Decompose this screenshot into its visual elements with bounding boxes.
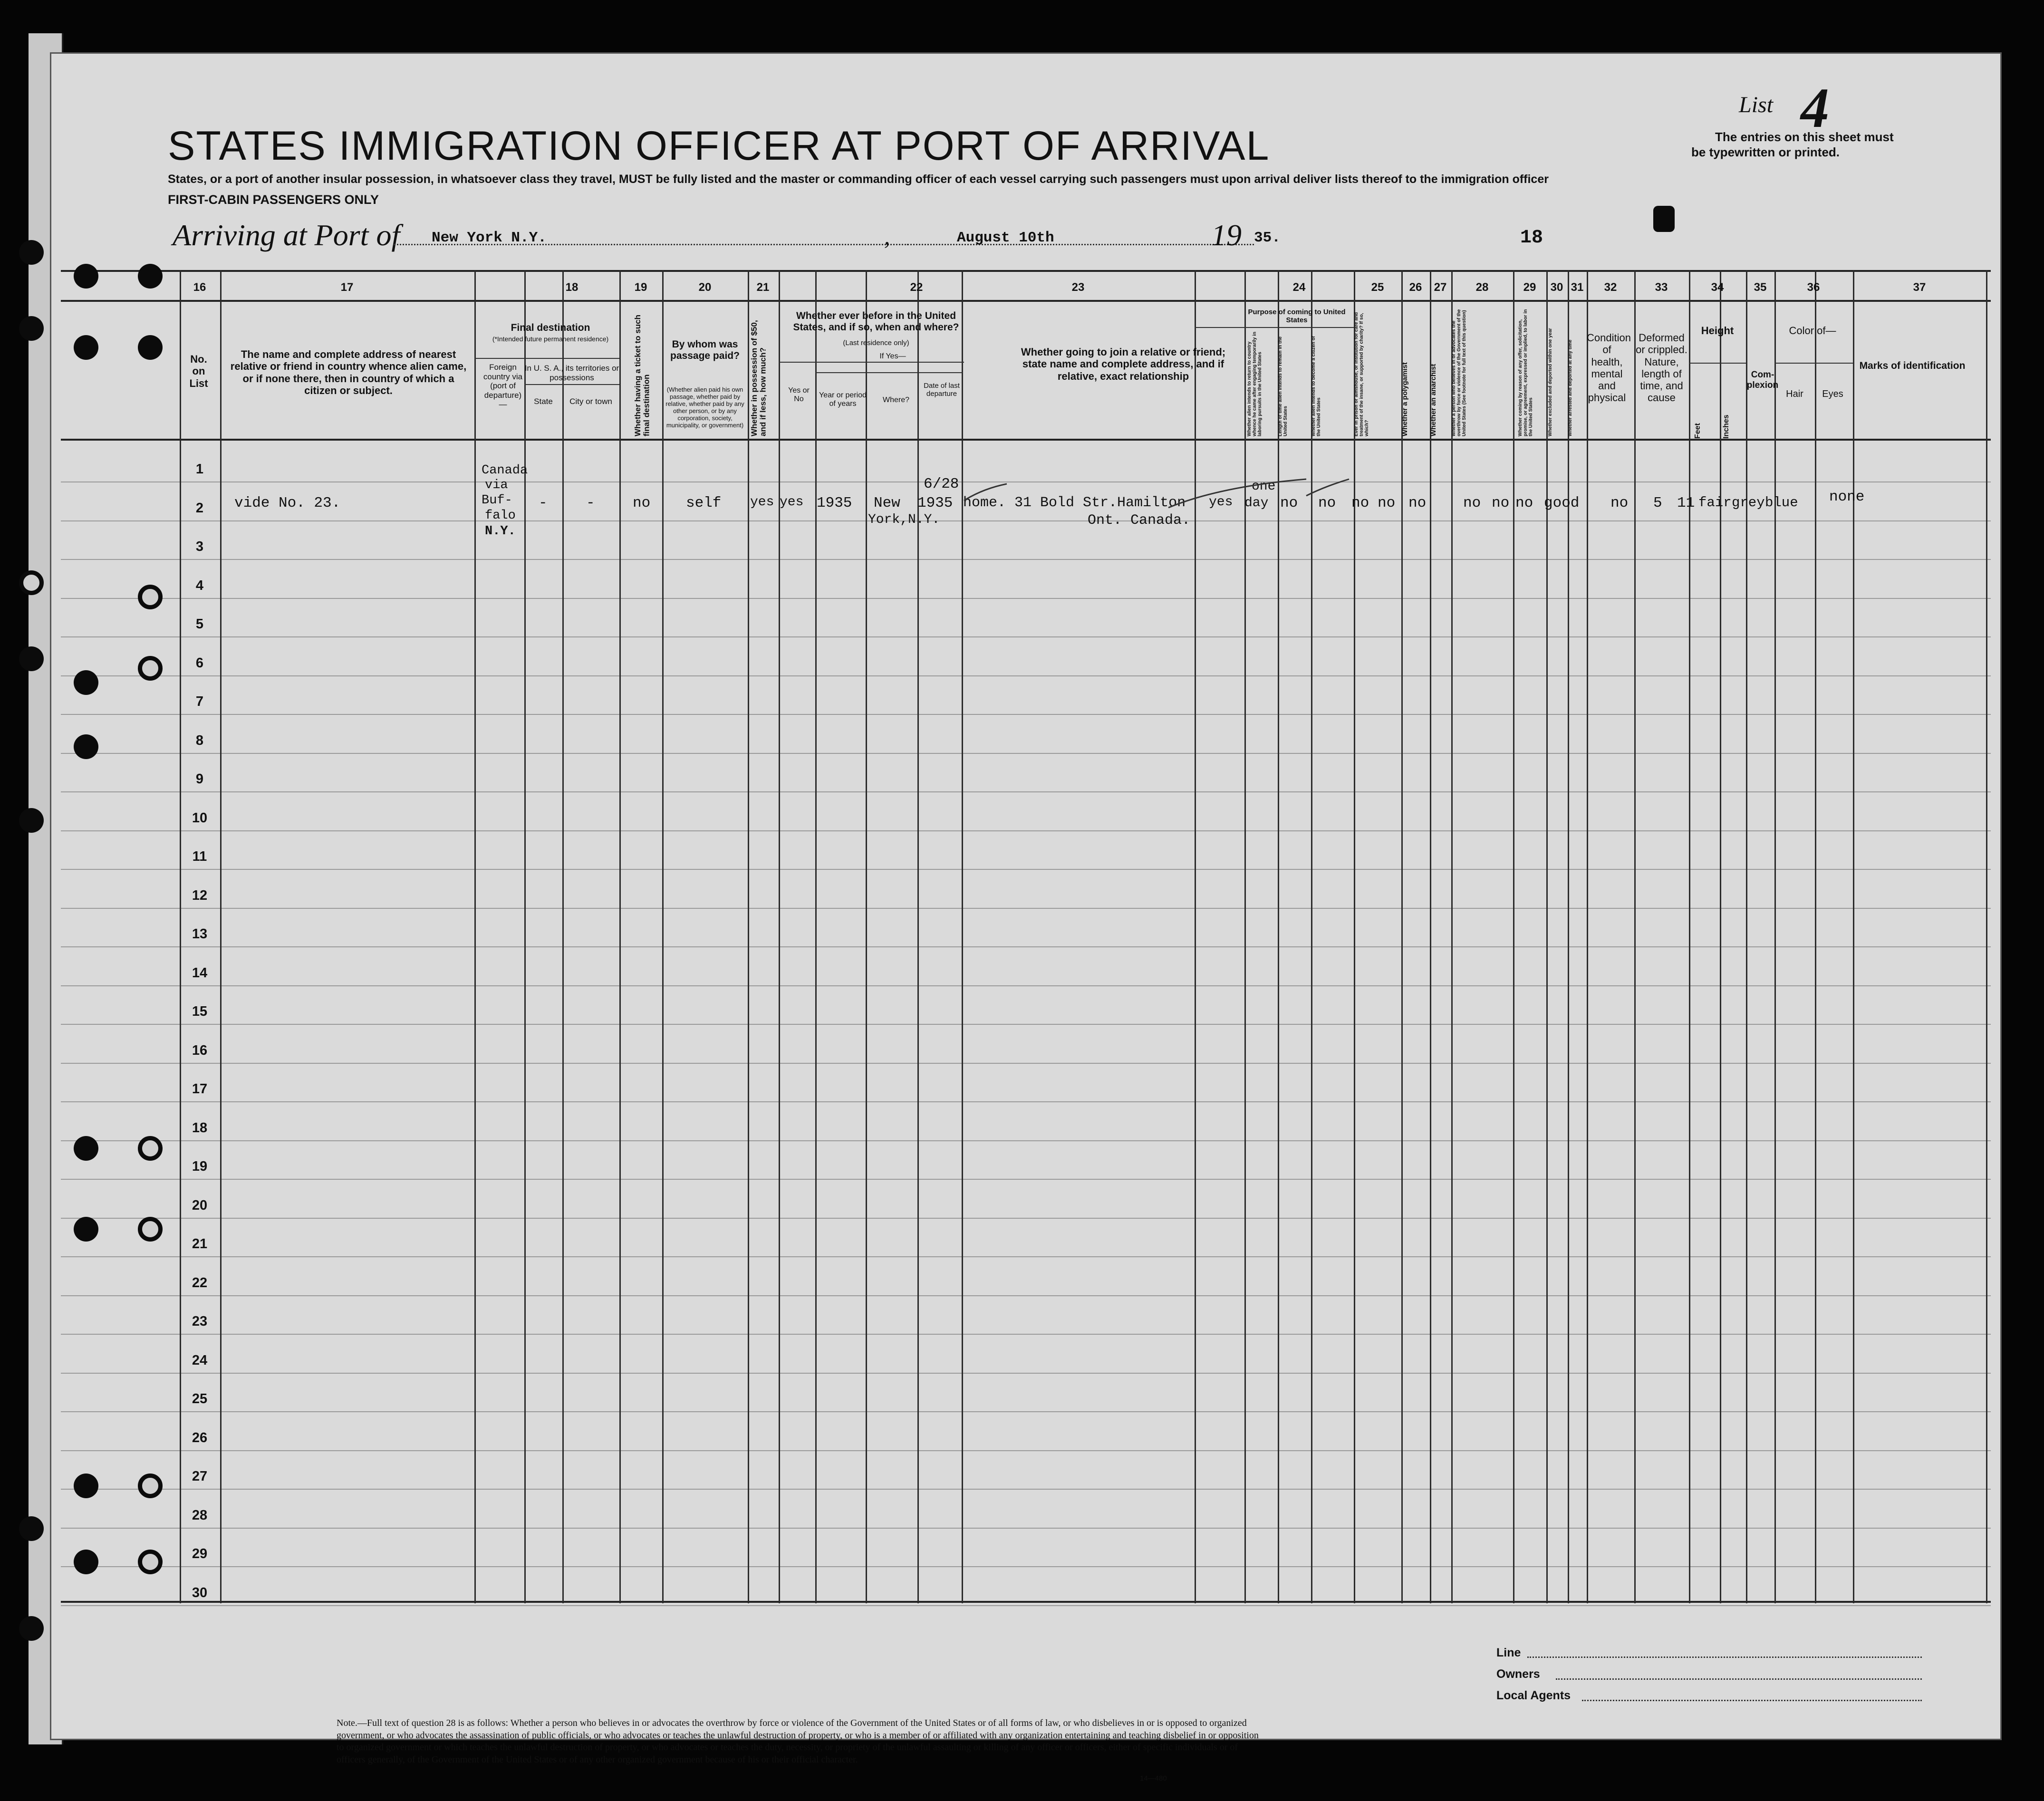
column-line: [1986, 270, 1987, 1603]
binder-hole: [19, 570, 44, 595]
entry-years: 1935: [817, 495, 852, 511]
column-line: [1815, 270, 1816, 1603]
binder-hole: [138, 335, 163, 360]
year-prefix: 19: [1211, 218, 1242, 252]
column-number: 29: [1523, 281, 1536, 294]
col16-header: No. on List: [189, 353, 208, 389]
column-line: [1401, 270, 1403, 1603]
col18-title: Final destination: [511, 322, 590, 333]
binder-hole: [74, 1136, 98, 1161]
entry-ever-before: yes: [780, 495, 804, 510]
subheader-rule: [815, 372, 963, 373]
row-number: 22: [192, 1275, 208, 1291]
column-line: [662, 270, 664, 1603]
port-value: New York N.Y.: [432, 230, 547, 246]
row-line: [61, 791, 1991, 792]
entry-state: -: [539, 495, 548, 511]
instruction-line: States, or a port of another insular possession, in whatsoever class they travel, MUST be fully listed and the master or commanding officer of each vessel carrying such passengers must upon arrival deliver lists thereof to the immigration officer: [168, 173, 1549, 186]
col27-header: Whether an anarchist: [1429, 364, 1437, 436]
row-line: [61, 714, 1991, 715]
row-number: 24: [192, 1353, 208, 1368]
col33-header: Deformed or crippled. Nature, length of time, and cause: [1636, 332, 1687, 404]
col26-header: Whether a polygamist: [1401, 362, 1409, 436]
entry-join-2: Ont. Canada.: [1088, 512, 1191, 529]
column-line: [1689, 270, 1690, 1603]
row-number: 18: [192, 1120, 208, 1136]
binder-hole: [19, 808, 44, 833]
col36-hair: Hair: [1786, 389, 1803, 399]
row-number: 9: [195, 771, 204, 787]
col36-title: Color of—: [1789, 325, 1836, 337]
col37-header: Marks of identification: [1859, 360, 1966, 371]
column-line: [180, 270, 181, 1603]
owners-label: Owners: [1496, 1667, 1540, 1681]
col20-note: (Whether alien paid his own passage, whether paid by relative, whether paid by any other person, or by any corporation, society, municipality, or government): [665, 386, 744, 429]
column-number: 37: [1913, 281, 1926, 294]
line-dotted: [1527, 1657, 1922, 1658]
row-line: [61, 675, 1991, 676]
entry-ticket: no: [633, 495, 651, 511]
col17-header: The name and complete address of nearest relative or friend in country whence alien came, or if none there, then in country of which a citizen or subject.: [230, 348, 467, 396]
col18-foreign: Foreign country via (port of departure)—: [483, 363, 523, 409]
column-number: 23: [1071, 281, 1085, 294]
col21-header: Whether in possession of $50, and if less, how much?: [750, 320, 768, 436]
row-line: [61, 1101, 1991, 1102]
row-line: [61, 1489, 1991, 1490]
column-line: [1746, 270, 1747, 1603]
row-number: 8: [195, 733, 204, 748]
col22-years: Year or period of years: [819, 391, 867, 408]
arriving-label: Arriving at Port of: [173, 218, 400, 252]
entry-eyes: blue: [1765, 495, 1798, 510]
binder-hole: [138, 1136, 163, 1161]
column-number: 33: [1655, 281, 1668, 294]
row-number: 28: [192, 1508, 208, 1523]
row-number: 3: [195, 539, 204, 554]
col30-header: Whether excluded and deported within one year: [1548, 328, 1553, 436]
line-label: Line: [1496, 1646, 1521, 1659]
row-number: 2: [195, 501, 204, 516]
row-line: [61, 1024, 1991, 1025]
entry-where-2: York,N.Y.: [868, 512, 940, 527]
column-line: [474, 270, 476, 1603]
row-line: [61, 830, 1991, 831]
agents-label: Local Agents: [1496, 1689, 1571, 1702]
column-number: 34: [1711, 281, 1724, 294]
row-line: [61, 1256, 1991, 1257]
column-number: 32: [1604, 281, 1617, 294]
entry-length-2: day: [1244, 496, 1269, 510]
row-number: 16: [192, 1043, 208, 1058]
column-number: 30: [1550, 281, 1563, 294]
entry-join: home. 31 Bold Str.Hamilton: [963, 495, 1186, 511]
binder-hole: [74, 670, 98, 695]
binder-hole: [19, 316, 44, 341]
col20-header: By whom was passage paid?: [670, 339, 740, 362]
col18-usa: In U. S. A., its territories or possessions: [524, 364, 619, 382]
subheader-rule: [524, 384, 619, 385]
col22-where: Where?: [882, 396, 910, 404]
row-line: [61, 1295, 1991, 1296]
column-line: [917, 270, 919, 1603]
entry-foreign-5: N.Y.: [485, 524, 516, 539]
row-number: 14: [192, 965, 208, 981]
entry-inches: 11: [1677, 495, 1695, 511]
row-line: [61, 1605, 1991, 1606]
col22-note: (Last residence only): [843, 339, 909, 347]
entry-fifty: yes: [750, 495, 774, 510]
sheet-mark: 18: [1520, 227, 1543, 249]
col34-inches: Inches: [1722, 414, 1730, 439]
column-number: 27: [1434, 281, 1447, 294]
column-number: 16: [193, 281, 206, 294]
binder-hole: [74, 1550, 98, 1574]
header-bottom-rule: [61, 439, 1991, 441]
binder-hole: [138, 1217, 163, 1242]
column-number: 36: [1807, 281, 1820, 294]
col25-header: Ever in prison or almshouse, or institution for care and treatment of the insane, or supported by charity? If so, which?: [1354, 312, 1369, 436]
column-number: 21: [756, 281, 770, 294]
row-number: 21: [192, 1236, 208, 1252]
entry-feet: 5: [1653, 495, 1662, 511]
entry-deformed: no: [1610, 495, 1629, 511]
binder-hole: [19, 240, 44, 265]
col22-yesno: Yes or No: [788, 386, 810, 404]
row-number: 10: [192, 810, 208, 826]
black-mark: [1653, 206, 1675, 232]
col34-title: Height: [1701, 325, 1734, 337]
entry-polygamist: no: [1351, 495, 1369, 511]
entries-note-line1: The entries on this sheet must: [1715, 130, 1894, 144]
row-line: [61, 1063, 1991, 1064]
entry-where-1: New: [874, 495, 900, 511]
binder-hole: [74, 734, 98, 759]
col22-ifyes: If Yes—: [879, 352, 906, 360]
row-line: [61, 869, 1991, 870]
date-value: August 10th: [957, 230, 1054, 246]
col24-b: Length of time alien intends to remain in the United States: [1278, 336, 1288, 436]
row-number: 29: [192, 1546, 208, 1561]
col35-header: Com-plexion: [1746, 370, 1779, 390]
col29-header: Whether coming by reason of any offer, solicitation, promise, or agreement, expressed or implied, to labor in the United States: [1518, 309, 1533, 436]
row-line: [61, 1218, 1991, 1219]
col24-title: Purpose of coming to United States: [1248, 308, 1346, 325]
column-line: [1587, 270, 1588, 1603]
entry-departure-1: 6/28: [924, 476, 959, 492]
row-line: [61, 1566, 1991, 1567]
column-line: [619, 270, 621, 1603]
row-line: [61, 1450, 1991, 1451]
manifest-sheet: [50, 52, 2002, 1782]
row-number: 4: [195, 578, 204, 593]
subheader-rule: [779, 362, 964, 363]
column-number: 20: [698, 281, 712, 294]
form-code: 14—480: [1140, 1774, 1167, 1782]
col31-header: Whether arrested and deported at any time: [1568, 339, 1573, 436]
binder-hole: [138, 1550, 163, 1574]
col28-header: Whether a person who believes in or advocates the overthrow by force or violence of the Government of the United States (See footnote for full text of this question): [1451, 309, 1467, 436]
row-line: [61, 1140, 1991, 1141]
footnote: Note.—Full text of question 28 is as follows: Whether a person who believes in or advocates the overthrow by force or violence of the Government of the United States or of all forms of law, or who disbelieves in or is opposed to organized government, or who advocates the assassination of public officials, or who advocates or teaches the unlawful destruction of property, or who is a member of or affiliated with any organization entertaining and teaching disbelief in or opposition to organized government or which teaches the unlawful destruction of property, or who advocates or teaches the duty, necessity, or propriety of the unlawful assaulting or killing of any officer or officers, either of specific individuals or of officers generally, of the Government of the United States or of any other organized government because of his or their official character.: [337, 1718, 1259, 1765]
entry-anarchist: no: [1378, 495, 1396, 511]
column-line: [1513, 270, 1514, 1603]
col19-header: Whether having a ticket to such final destination: [633, 315, 651, 436]
row-line: [61, 1528, 1991, 1529]
binder-hole: [19, 1616, 44, 1641]
column-line: [1720, 270, 1721, 1603]
column-line: [1774, 270, 1776, 1603]
binder-hole: [74, 264, 98, 289]
table-top-rule: [61, 270, 1991, 272]
column-line: [779, 270, 780, 1603]
row-number: 20: [192, 1198, 208, 1213]
binder-hole: [19, 646, 44, 671]
col18-state: State: [534, 397, 553, 406]
row-number: 26: [192, 1430, 208, 1445]
binder-hole: [138, 264, 163, 289]
entry-foreign-2: via: [485, 478, 508, 492]
row-number: 11: [192, 849, 207, 864]
column-line: [220, 270, 222, 1603]
column-line: [1634, 270, 1636, 1603]
column-line: [1451, 270, 1453, 1603]
row-line: [61, 598, 1991, 599]
table-bottom-rule: [61, 1601, 1991, 1603]
year-suffix: 35.: [1254, 230, 1281, 246]
list-number: 4: [1801, 76, 1829, 139]
col23-header: Whether going to join a relative or friend; state name and complete address, and if relative, exact relationship: [1021, 346, 1226, 382]
row-number: 27: [192, 1469, 208, 1484]
port-comma: ,: [884, 223, 890, 250]
col18-city: City or town: [569, 397, 612, 406]
page-title: STATES IMMIGRATION OFFICER AT PORT OF ARRIVAL: [168, 123, 1270, 169]
entry-paid-by: self: [686, 495, 722, 511]
row-line: [61, 1411, 1991, 1412]
row-number: 6: [195, 655, 204, 671]
col36-eyes: Eyes: [1822, 389, 1843, 399]
row-line: [61, 520, 1991, 521]
column-line: [748, 270, 749, 1603]
entry-excluded: no: [1492, 495, 1510, 511]
row-line: [61, 985, 1991, 986]
entries-note-line2: be typewritten or printed.: [1691, 145, 1840, 159]
pen-strokes: [955, 462, 1382, 520]
entry-foreign-4: falo: [485, 509, 516, 523]
row-number: 23: [192, 1314, 208, 1329]
row-number: 12: [192, 888, 208, 903]
column-line: [866, 270, 867, 1603]
row-line: [61, 559, 1991, 560]
binder-hole: [74, 1217, 98, 1242]
row-number: 1: [195, 462, 204, 477]
row-line: [61, 946, 1991, 947]
col32-header: Condition of health, mental and physical: [1587, 332, 1631, 404]
binder-hole: [138, 1474, 163, 1498]
entry-city: -: [586, 495, 595, 511]
owners-dotted: [1556, 1678, 1922, 1680]
row-number: 19: [192, 1159, 208, 1174]
entry-health: good: [1544, 495, 1580, 511]
column-number: 19: [634, 281, 647, 294]
subheader-rule: [1689, 363, 1746, 364]
row-line: [61, 908, 1991, 909]
agents-dotted: [1582, 1700, 1922, 1701]
colnum-rule: [61, 300, 1991, 302]
column-number: 24: [1292, 281, 1306, 294]
row-number: 30: [192, 1585, 208, 1600]
entry-relative: vide No. 23.: [234, 495, 341, 511]
entry-marks: none: [1829, 489, 1865, 505]
column-line: [1568, 270, 1569, 1603]
column-line: [562, 270, 564, 1603]
column-number: 25: [1371, 281, 1384, 294]
entry-offer: no: [1463, 495, 1481, 511]
row-number: 15: [192, 1004, 208, 1019]
column-number: 28: [1475, 281, 1489, 294]
col24-a: Whether alien intends to return to country whence he came after engaging temporarily in laboring pursuits in the United States: [1247, 331, 1263, 436]
subheader-rule: [1774, 363, 1853, 364]
column-line: [1853, 270, 1854, 1603]
subheader-rule: [474, 358, 619, 359]
entry-arrested: no: [1515, 495, 1533, 511]
binder-hole: [74, 1474, 98, 1498]
column-number: 17: [340, 281, 354, 294]
row-number: 25: [192, 1391, 208, 1406]
col24-c: Whether alien intends to become a citizen of the United States: [1311, 336, 1321, 436]
column-line: [1546, 270, 1548, 1603]
row-line: [61, 1334, 1991, 1335]
entry-complexion: fair: [1698, 495, 1732, 510]
row-number: 13: [192, 926, 208, 942]
entry-overthrow: no: [1408, 495, 1427, 511]
column-line: [1430, 270, 1431, 1603]
row-number: 17: [192, 1081, 208, 1097]
row-number: 7: [195, 694, 204, 709]
subheader-rule: [1195, 327, 1354, 328]
binder-hole: [138, 656, 163, 681]
row-line: [61, 1373, 1991, 1374]
class-line: FIRST-CABIN PASSENGERS ONLY: [168, 193, 379, 207]
col34-feet: Feet: [1694, 423, 1702, 439]
binder-hole: [138, 585, 163, 609]
entry-prison: no: [1318, 495, 1336, 511]
entry-foreign-3: Buf-: [482, 493, 512, 508]
column-number: 35: [1754, 281, 1767, 294]
column-number: 31: [1571, 281, 1584, 294]
list-label: List: [1739, 92, 1774, 117]
entry-foreign-1: Canada: [482, 463, 528, 478]
col22-header: Whether ever before in the United States, and if so, when and where?: [793, 310, 959, 333]
entry-length-1: one: [1252, 479, 1276, 494]
col22-date: Date of last departure: [924, 382, 960, 398]
binder-hole: [74, 335, 98, 360]
column-number: 22: [910, 281, 923, 294]
entry-departure-2: 1935: [917, 495, 953, 511]
row-line: [61, 753, 1991, 754]
column-number: 18: [565, 281, 578, 294]
row-number: 5: [195, 616, 204, 632]
column-number: 26: [1409, 281, 1422, 294]
entry-citizen: no: [1280, 495, 1298, 511]
col18-sub: (*Intended future permanent residence): [492, 335, 609, 343]
entry-purpose-return: yes: [1209, 495, 1233, 510]
column-line: [815, 270, 817, 1603]
row-line: [61, 1179, 1991, 1180]
entry-hair: grey: [1732, 495, 1765, 510]
binder-hole: [19, 1516, 44, 1541]
row-line: [61, 636, 1991, 637]
